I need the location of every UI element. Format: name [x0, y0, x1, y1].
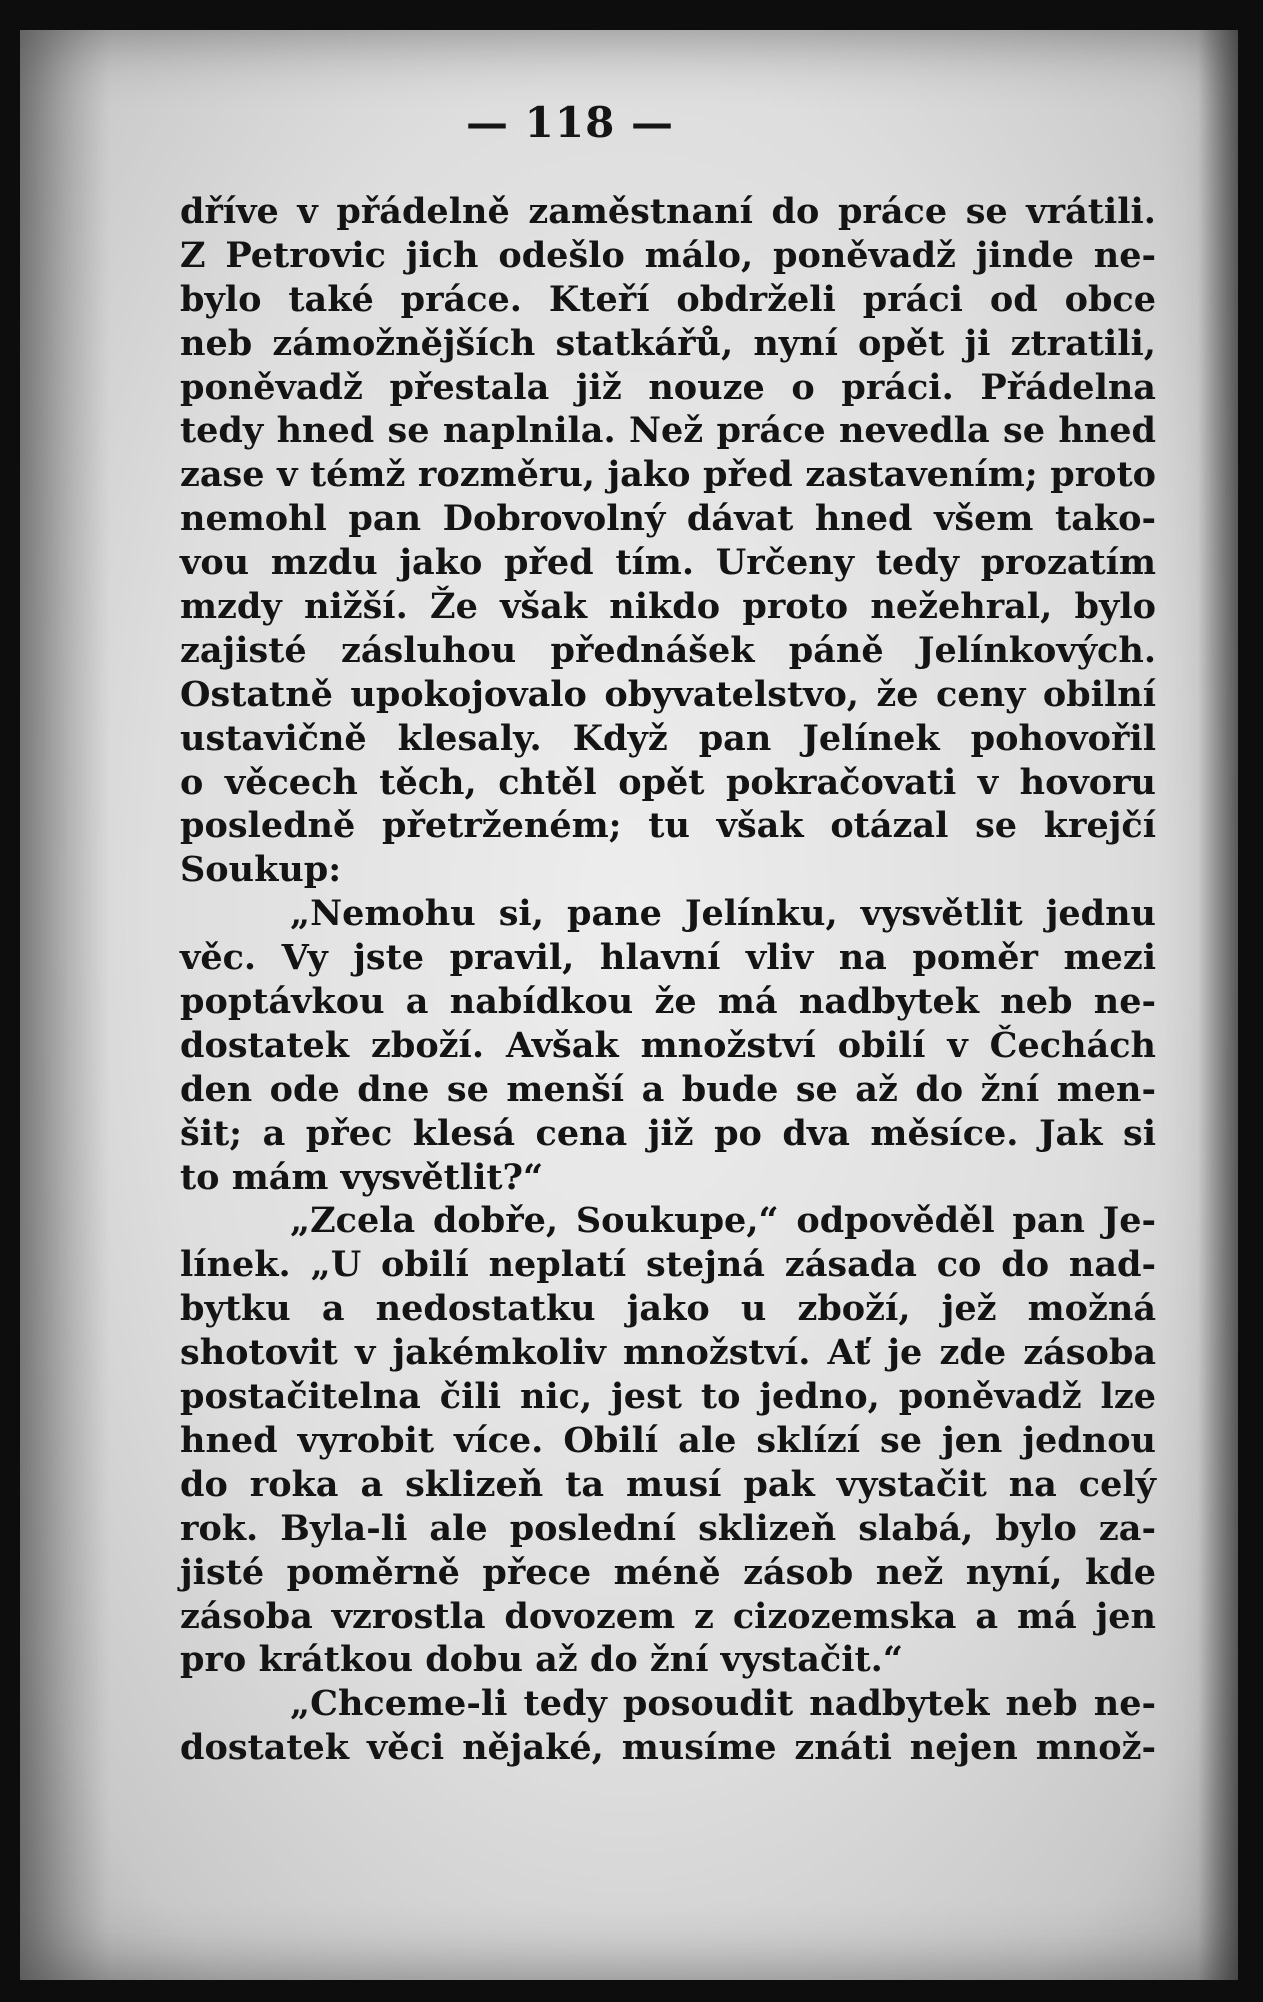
text-line: ustavičně klesaly. Když pan Jelínek pohovořil	[180, 717, 1156, 759]
text-line: o věcech těch, chtěl opět pokračovati v hovoru	[180, 761, 1156, 803]
text-line: tedy hned se naplnila. Než práce nevedla se hned	[180, 410, 1156, 452]
text-line: Soukup:	[180, 849, 342, 891]
text-line: jisté poměrně přece méně zásob než nyní, kde	[180, 1551, 1156, 1593]
text-line: „Zcela dobře, Soukupe,“ odpověděl pan Je-	[290, 1200, 1156, 1242]
page-number: — 118 —	[466, 98, 674, 147]
text-line: mzdy nižší. Že však nikdo proto nežehral, bylo	[180, 586, 1156, 628]
text-line: dostatek zboží. Avšak množství obilí v Čechách	[180, 1024, 1156, 1066]
text-line: bytku a nedostatku jako u zboží, jež možná	[180, 1288, 1156, 1330]
book-page	[20, 30, 1238, 1980]
text-line: „Chceme-li tedy posoudit nadbytek neb ne-	[290, 1683, 1156, 1725]
text-line: poptávkou a nabídkou že má nadbytek neb ne-	[180, 981, 1156, 1023]
text-line: posledně přetrženém; tu však otázal se krejčí	[180, 805, 1156, 847]
text-line: vou mzdu jako před tím. Určeny tedy prozatím	[180, 542, 1156, 584]
text-line: bylo také práce. Kteří obdrželi práci od obce	[180, 278, 1156, 320]
text-line: neb zámožnějších statkářů, nyní opět ji ztratili,	[180, 322, 1156, 364]
text-line: hned vyrobit více. Obilí ale sklízí se jen jednou	[180, 1419, 1156, 1461]
text-line: postačitelna čili nic, jest to jedno, poněvadž lze	[180, 1376, 1156, 1418]
text-line: zásoba vzrostla dovozem z cizozemska a má jen	[180, 1595, 1156, 1637]
text-line: dříve v přádelně zaměstnaní do práce se vrátili.	[180, 191, 1156, 232]
text-line: do roka a sklizeň ta musí pak vystačit na celý	[180, 1463, 1156, 1505]
body-text	[180, 190, 1156, 1770]
text-line: šit; a přec klesá cena již po dva měsíce. Jak si	[180, 1112, 1156, 1154]
page-shadow-right	[1198, 30, 1238, 1980]
text-line: nemohl pan Dobrovolný dávat hned všem tako-	[180, 498, 1156, 540]
page-shadow-left	[20, 30, 110, 1980]
text-line: to mám vysvětlit?“	[180, 1156, 544, 1198]
text-line: rok. Byla-li ale poslední sklizeň slabá, bylo za-	[180, 1507, 1156, 1549]
text-line: dostatek věci nějaké, musíme znáti nejen množ-	[180, 1727, 1156, 1769]
text-line: den ode dne se menší a bude se až do žní men-	[180, 1068, 1156, 1110]
text-line: zase v témž rozměru, jako před zastavením; proto	[180, 454, 1156, 496]
text-line: línek. „U obilí neplatí stejná zásada co do nad-	[180, 1244, 1156, 1286]
text-line: „Nemohu si, pane Jelínku, vysvětlit jednu	[290, 893, 1156, 935]
text-line: Ostatně upokojovalo obyvatelstvo, že ceny obilní	[180, 673, 1156, 715]
text-line: zajisté zásluhou přednášek páně Jelínkových.	[180, 629, 1156, 671]
text-line: věc. Vy jste pravil, hlavní vliv na poměr mezi	[180, 937, 1156, 979]
text-line: shotovit v jakémkoliv množství. Ať je zde zásoba	[180, 1332, 1156, 1374]
text-line: pro krátkou dobu až do žní vystačit.“	[180, 1639, 903, 1681]
text-line: Z Petrovic jich odešlo málo, poněvadž jinde ne-	[180, 234, 1156, 276]
text-line: poněvadž přestala již nouze o práci. Přádelna	[180, 366, 1156, 408]
